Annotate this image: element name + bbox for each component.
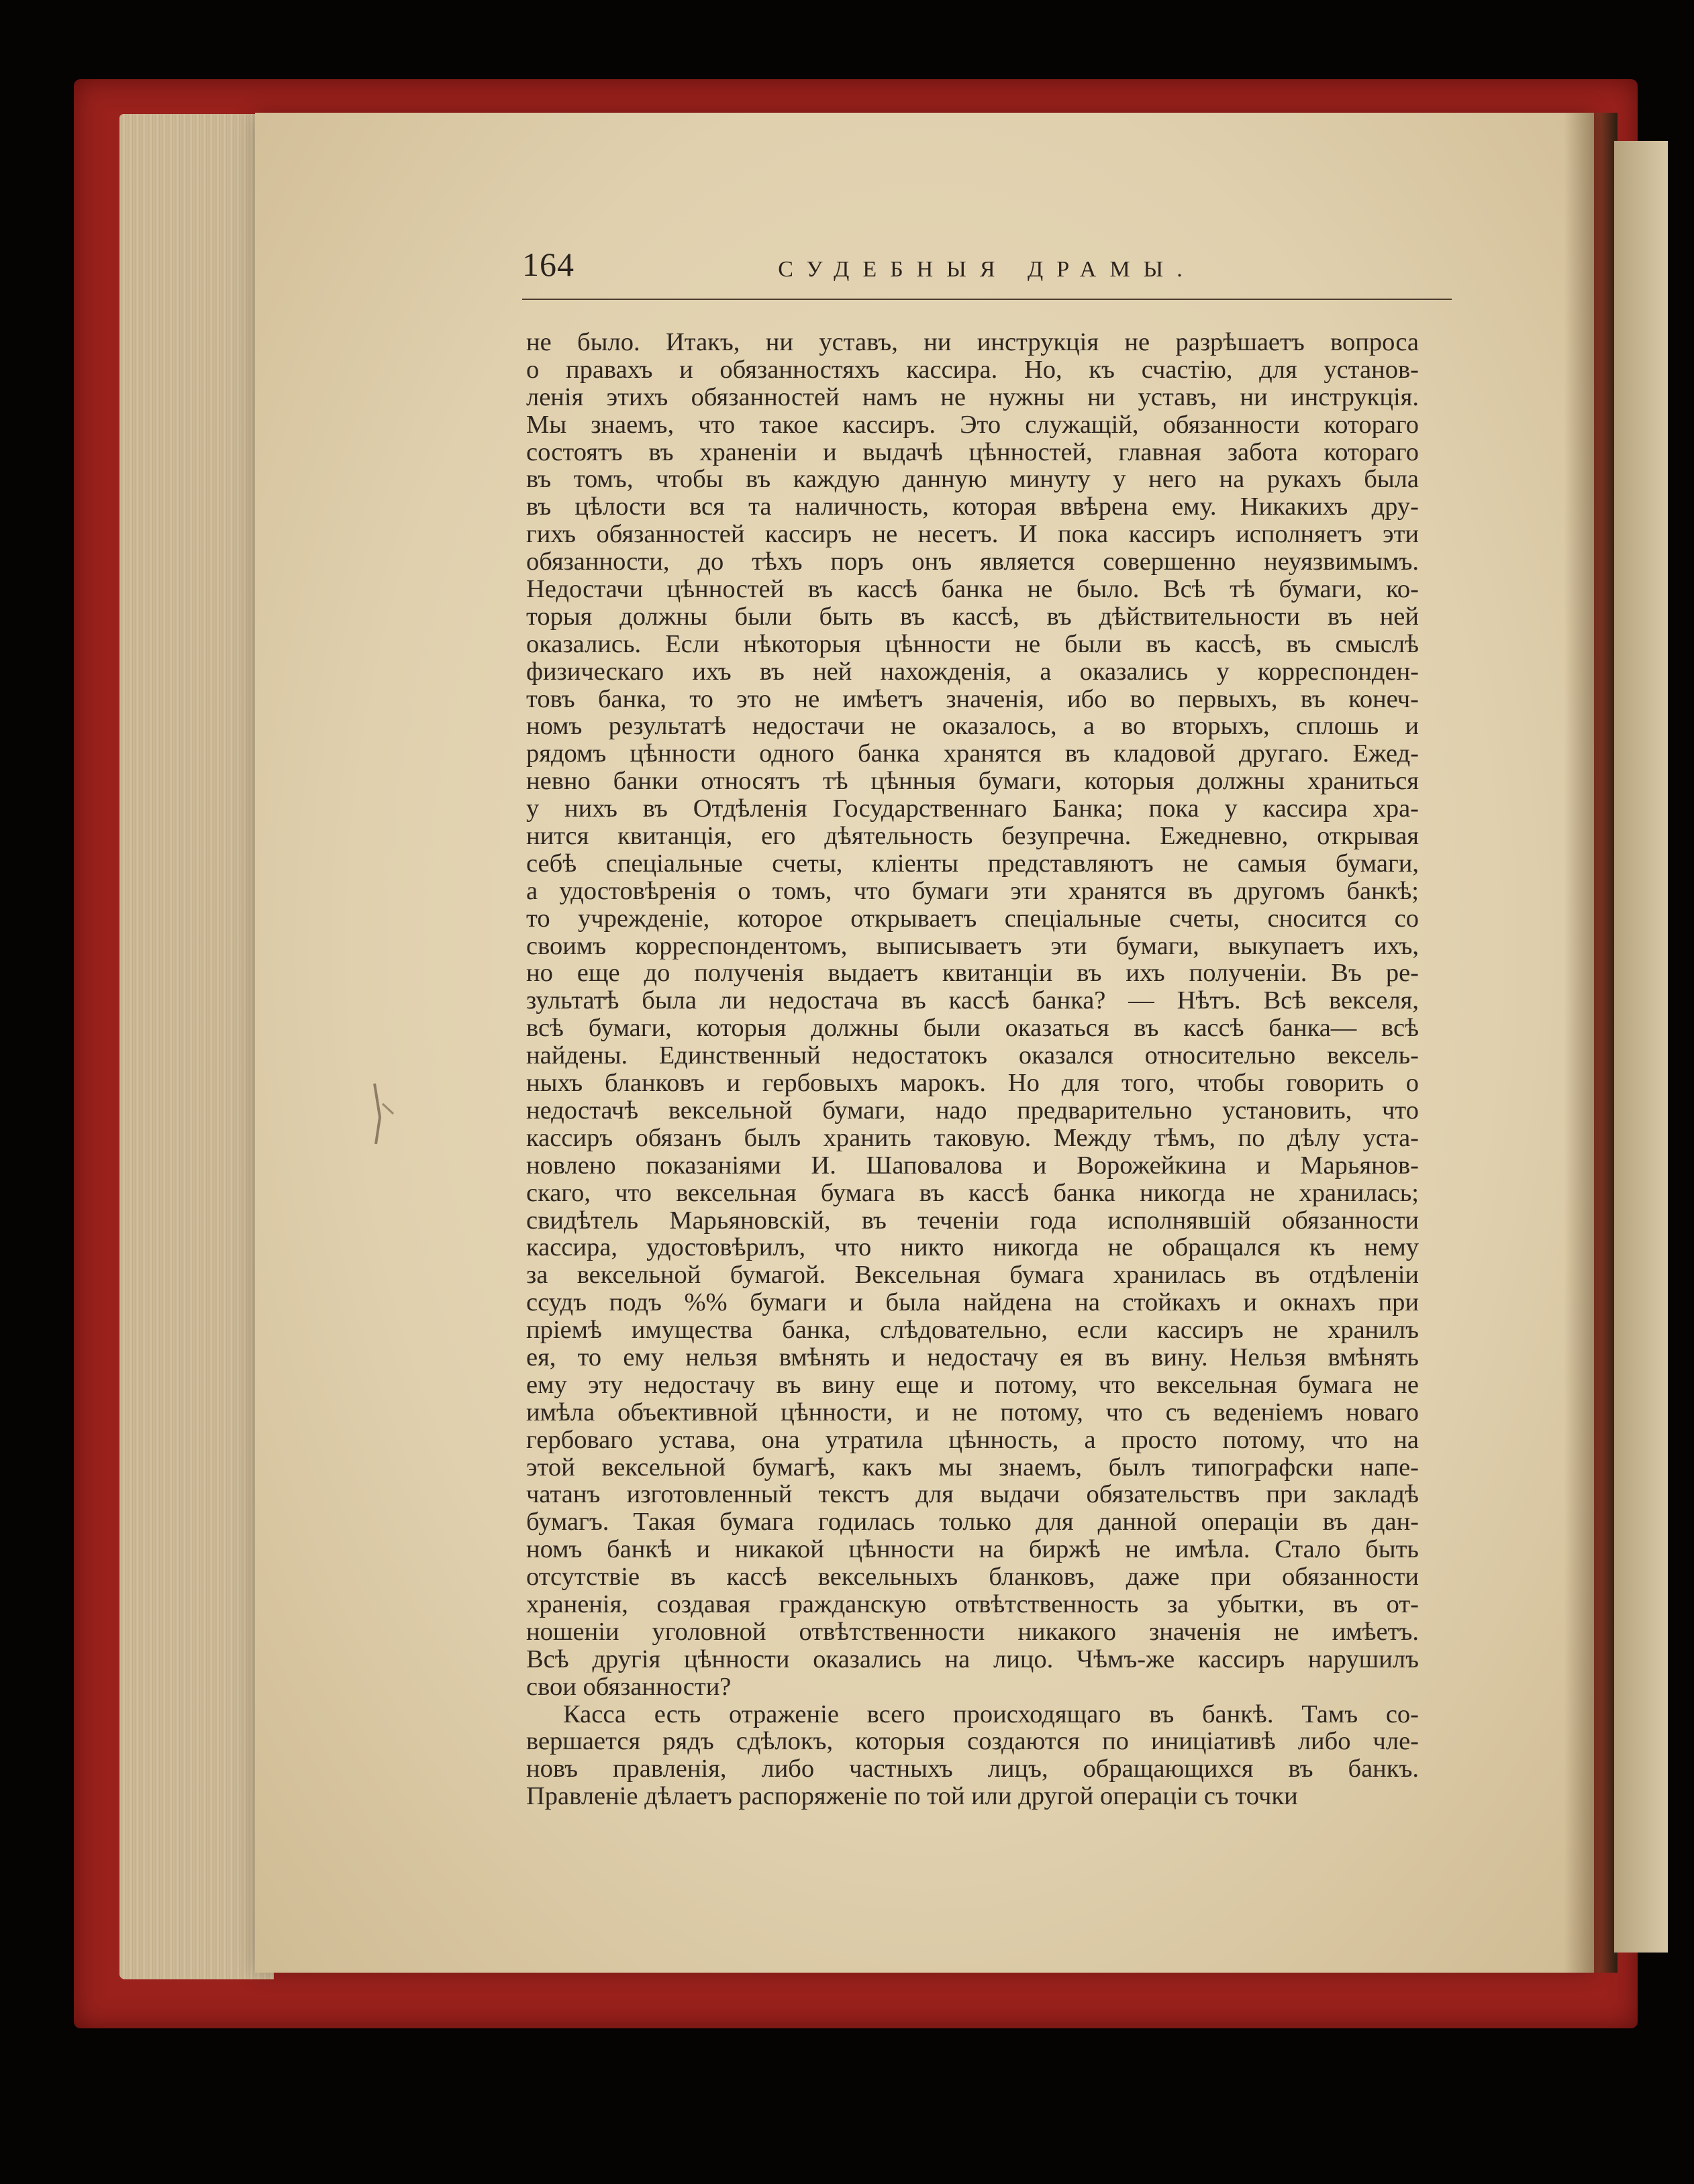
text-line: но еще до полученія выдаетъ квитанціи въ ихъ полученіи. Въ ре-: [526, 959, 1419, 988]
page-number: 164: [522, 246, 575, 283]
text-line: ленія этихъ обязанностей намъ не нужны ни уставъ, ни инструкція.: [526, 383, 1419, 411]
text-line: обязанности, до тѣхъ поръ онъ является совершенно неуязвимымъ.: [526, 548, 1419, 576]
text-line: кассира, удостовѣрилъ, что никто никогда не обращался къ нему: [526, 1234, 1419, 1262]
text-line: ныхъ бланковъ и гербовыхъ марокъ. Но для того, чтобы говорить о: [526, 1070, 1419, 1097]
text-line: бумагъ. Такая бумага годилась только для данной операціи въ дан-: [526, 1508, 1419, 1537]
text-line: ношеніи уголовной отвѣтственности никакого значенія не имѣетъ.: [526, 1618, 1419, 1646]
text-line: рядомъ цѣнности одного банка хранятся въ кладовой другаго. Ежед-: [526, 740, 1419, 768]
text-line: этой вексельной бумагѣ, какъ мы знаемъ, былъ типографски напе-: [526, 1453, 1419, 1481]
text-line: недостачѣ вексельной бумаги, надо предварительно установить, что: [526, 1096, 1419, 1125]
text-line: храненія, создавая гражданскую отвѣтственность за убытки, въ от-: [526, 1590, 1419, 1618]
text-line: своимъ корреспондентомъ, выписываетъ эти бумаги, выкупаетъ ихъ,: [526, 932, 1419, 960]
text-line: торыя должны были быть въ кассѣ, въ дѣйствительности въ ней: [526, 603, 1419, 631]
text-line: въ цѣлости вся та наличность, которая ввѣрена ему. Никакихъ дру-: [526, 493, 1419, 521]
text-line: Мы знаемъ, что такое кассиръ. Это служащій, обязанности котораго: [526, 411, 1419, 439]
text-line: а удостовѣренія о томъ, что бумаги эти хранятся въ другомъ банкѣ;: [526, 877, 1419, 905]
text-line: гихъ обязанностей кассиръ не несетъ. И пока кассиръ исполняетъ эти: [526, 521, 1419, 549]
text-line: ему эту недостачу въ вину еще и потому, что вексельная бумага не: [526, 1371, 1419, 1399]
text-line: гербоваго устава, она утратила цѣнность, а просто потому, что на: [526, 1426, 1419, 1454]
text-line: у нихъ въ Отдѣленія Государственнаго Банка; пока у кассира хра-: [526, 795, 1419, 823]
text-line: оказались. Если нѣкоторыя цѣнности не были въ кассѣ, въ смыслѣ: [526, 630, 1419, 658]
body-text: [526, 329, 1419, 1810]
facing-page-edge: [1614, 141, 1668, 1953]
page-gutter: [1564, 113, 1617, 1973]
text-line: свидѣтель Марьяновскій, въ теченіи года исполнявшій обязанности: [526, 1206, 1419, 1235]
text-line: нится квитанція, его дѣятельность безупречна. Ежедневно, открывая: [526, 823, 1419, 850]
text-line: найдены. Единственный недостатокъ оказался относительно вексель-: [526, 1042, 1419, 1070]
text-line: отсутствіе въ кассѣ вексельныхъ бланковъ, даже при обязанности: [526, 1563, 1419, 1591]
page-header: [522, 245, 1452, 300]
page-edges: [119, 114, 274, 1979]
text-line: товъ банка, то это не имѣетъ значенія, ибо во первыхъ, въ конеч-: [526, 685, 1419, 713]
text-line: о правахъ и обязанностяхъ кассира. Но, къ счастію, для установ-: [526, 356, 1419, 384]
text-line: Касса есть отраженіе всего происходящаго въ банкѣ. Тамъ со-: [563, 1700, 1419, 1728]
text-line: новъ правленія, либо частныхъ лицъ, обращающихся въ банкъ.: [526, 1755, 1419, 1783]
text-line: всѣ бумаги, которыя должны были оказаться въ кассѣ банка— всѣ: [526, 1015, 1419, 1043]
text-line: новлено показаніями И. Шаповалова и Ворожейкина и Марьянов-: [526, 1151, 1419, 1180]
text-line: за вексельной бумагой. Вексельная бумага хранилась въ отдѣленіи: [526, 1261, 1419, 1290]
text-line: кассиръ обязанъ былъ хранить таковую. Между тѣмъ, по дѣлу уста-: [526, 1124, 1419, 1152]
text-line: невно банки относятъ тѣ цѣнныя бумаги, которыя должны храниться: [526, 768, 1419, 796]
text-line: ссудъ подъ %% бумаги и была найдена на стойкахъ и окнахъ при: [526, 1289, 1419, 1317]
text-line: себѣ спеціальные счеты, кліенты представляютъ не самыя бумаги,: [526, 849, 1419, 878]
text-line: чатанъ изготовленный текстъ для выдачи обязательствъ при закладѣ: [526, 1481, 1419, 1509]
text-line: пріемѣ имущества банка, слѣдовательно, если кассиръ не хранилъ: [526, 1316, 1419, 1344]
text-line: вершается рядъ сдѣлокъ, которыя создаются по иниціативѣ либо чле-: [526, 1728, 1419, 1756]
text-line: скаго, что вексельная бумага въ кассѣ банка никогда не хранилась;: [526, 1179, 1419, 1207]
text-line: свои обязанности?: [526, 1673, 732, 1701]
running-title: СУДЕБНЫЯ ДРАМЫ.: [778, 257, 1196, 282]
text-line: Всѣ другія цѣнности оказались на лицо. Чѣмъ-же кассиръ нарушилъ: [526, 1645, 1419, 1673]
text-line: ея, то ему нельзя вмѣнять и недостачу ея въ вину. Нельзя вмѣнять: [526, 1343, 1419, 1371]
text-line: зультатѣ была ли недостача въ кассѣ банка? — Нѣтъ. Всѣ векселя,: [526, 987, 1419, 1015]
text-line: номъ банкѣ и никакой цѣнности на биржѣ не имѣла. Стало быть: [526, 1536, 1419, 1564]
text-line: Недостачи цѣнностей въ кассѣ банка не было. Всѣ тѣ бумаги, ко-: [526, 576, 1419, 603]
text-line: имѣла объективной цѣнности, и не потому, что съ веденіемъ новаго: [526, 1398, 1419, 1426]
text-line: Правленіе дѣлаетъ распоряженіе по той или другой операціи съ точки: [526, 1783, 1298, 1811]
text-line: не было. Итакъ, ни уставъ, ни инструкція не разрѣшаетъ вопроса: [526, 329, 1419, 356]
text-line: состоятъ въ храненіи и выдачѣ цѣнностей, главная забота котораго: [526, 438, 1419, 466]
text-line: физическаго ихъ въ ней нахожденія, а оказались у корреспонден-: [526, 658, 1419, 686]
text-line: въ томъ, чтобы въ каждую данную минуту у него на рукахъ была: [526, 466, 1419, 494]
text-line: то учрежденіе, которое открываетъ спеціальные счеты, сносится со: [526, 904, 1419, 933]
text-line: номъ результатѣ недостачи не оказалось, а во вторыхъ, сплошь и: [526, 713, 1419, 741]
pencil-mark: [362, 1077, 403, 1157]
